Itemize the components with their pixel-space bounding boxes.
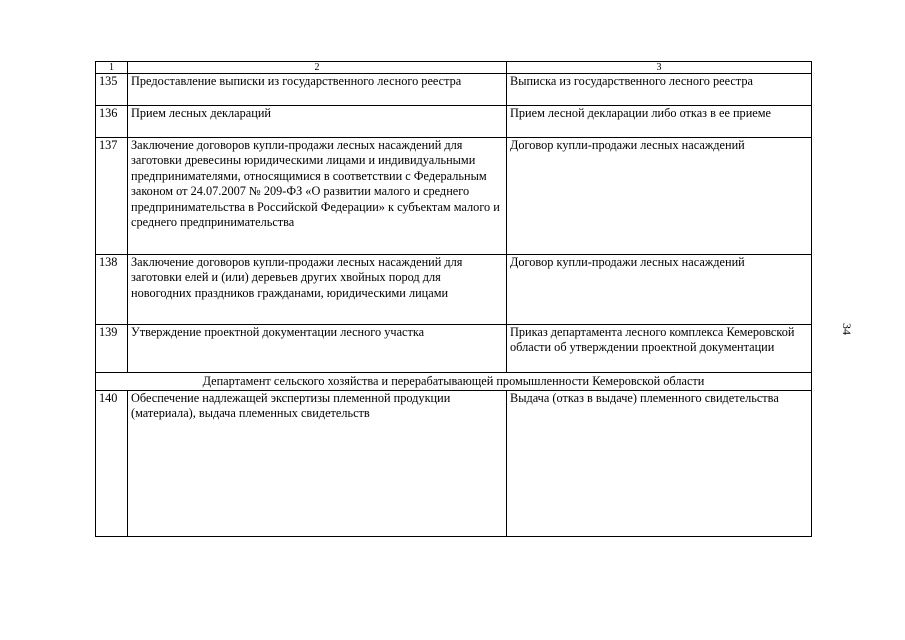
service-name: Заключение договоров купли-продажи лесных насаждений для заготовки древесины юридическими лицами и индивидуальными предпринимателями, относящимися в соответствии с Федеральным законом от 24.07.2007 № 209-ФЗ «О развитии малого и среднего предпринимательства в Российской Федерации» к субъектам малого и среднего предпринимательства <box>128 138 507 255</box>
page-number: 34 <box>840 323 854 335</box>
section-title: Департамент сельского хозяйства и перерабатывающей промышленности Кемеровской области <box>96 373 812 391</box>
services-table <box>95 61 812 537</box>
service-name: Обеспечение надлежащей экспертизы племенной продукции (материала), выдача племенных свидетельств <box>128 391 507 537</box>
service-name: Прием лесных деклараций <box>128 106 507 138</box>
column-number-3: 3 <box>507 62 812 74</box>
service-result: Прием лесной декларации либо отказ в ее приеме <box>507 106 812 138</box>
service-result: Выписка из государственного лесного реестра <box>507 74 812 106</box>
column-number-2: 2 <box>128 62 507 74</box>
table-row <box>96 391 812 537</box>
service-name: Утверждение проектной документации лесного участка <box>128 325 507 373</box>
row-number: 136 <box>96 106 128 138</box>
row-number: 138 <box>96 255 128 325</box>
section-header-row <box>96 373 812 391</box>
row-number: 139 <box>96 325 128 373</box>
service-result: Приказ департамента лесного комплекса Кемеровской области об утверждении проектной документации <box>507 325 812 373</box>
service-result: Договор купли-продажи лесных насаждений <box>507 138 812 255</box>
table-row <box>96 106 812 138</box>
row-number: 135 <box>96 74 128 106</box>
row-number: 140 <box>96 391 128 537</box>
service-result: Выдача (отказ в выдаче) племенного свидетельства <box>507 391 812 537</box>
column-number-1: 1 <box>96 62 128 74</box>
table-row <box>96 138 812 255</box>
table-row <box>96 325 812 373</box>
service-result: Договор купли-продажи лесных насаждений <box>507 255 812 325</box>
row-number: 137 <box>96 138 128 255</box>
table-row <box>96 74 812 106</box>
column-number-row <box>96 62 812 74</box>
service-name: Заключение договоров купли-продажи лесных насаждений для заготовки елей и (или) деревьев других хвойных пород для новогодних праздников гражданами, юридическими лицами <box>128 255 507 325</box>
table-row <box>96 255 812 325</box>
service-name: Предоставление выписки из государственного лесного реестра <box>128 74 507 106</box>
